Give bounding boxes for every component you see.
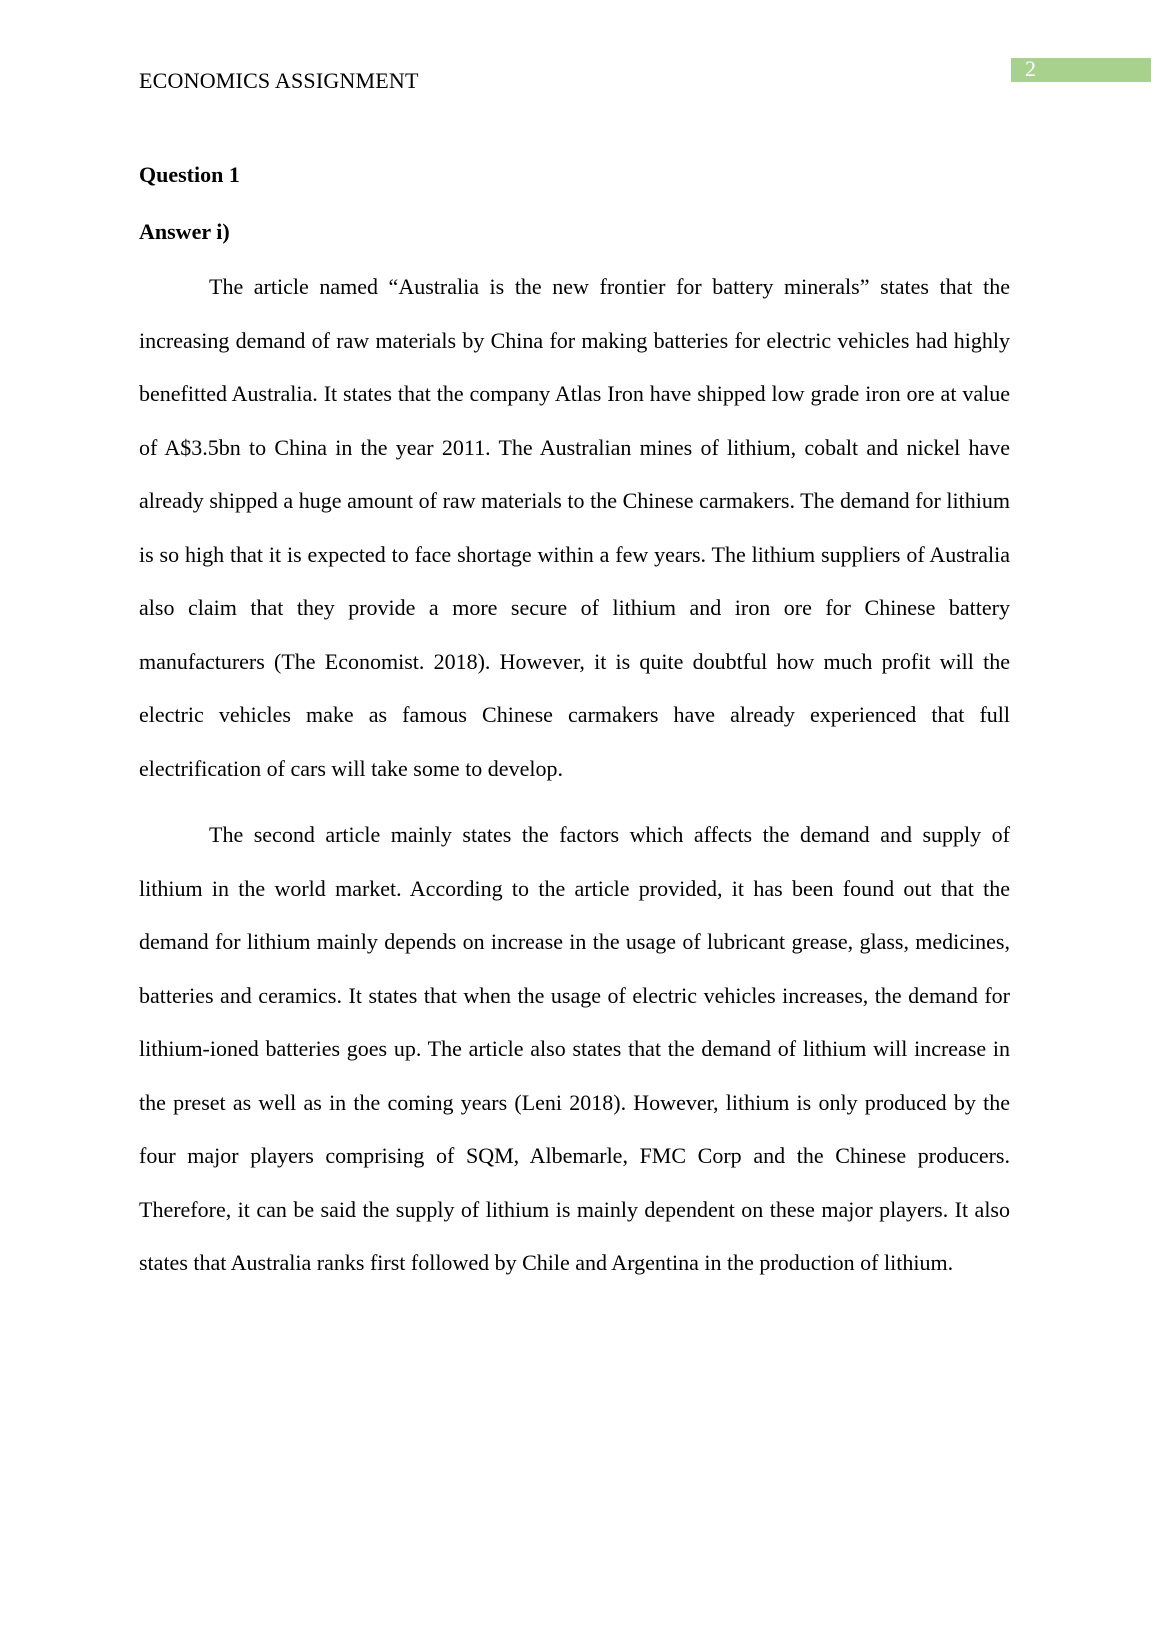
running-header-title: ECONOMICS ASSIGNMENT xyxy=(139,68,419,93)
page-number-badge xyxy=(1011,58,1151,82)
page-number: 2 xyxy=(1025,56,1036,81)
body-paragraph-1: The article named “Australia is the new frontier for battery minerals” states that the increasing demand of raw materials by China for making batteries for electric vehicles had highly benefitted Australia. It states that the company Atlas Iron have shipped low grade iron ore at value of A$3.5bn to China in the year 2011. The Australian mines of lithium, cobalt and nickel have already shipped a huge amount of raw materials to the Chinese carmakers. The demand for lithium is so high that it is expected to face shortage within a few years. The lithium suppliers of Australia also claim that they provide a more secure of lithium and iron ore for Chinese battery manufacturers (The Economist. 2018). However, it is quite doubtful how much profit will the electric vehicles make as famous Chinese carmakers have already experienced that full electrification of cars will take some to develop. xyxy=(139,274,1010,781)
question-heading: Question 1 xyxy=(139,162,240,187)
answer-heading: Answer i) xyxy=(139,219,230,244)
body-paragraph-2: The second article mainly states the factors which affects the demand and supply of lithium in the world market. According to the article provided, it has been found out that the demand for lithium mainly depends on increase in the usage of lubricant grease, glass, medicines, batteries and ceramics. It states that when the usage of electric vehicles increases, the demand for lithium-ioned batteries goes up. The article also states that the demand of lithium will increase in the preset as well as in the coming years (Leni 2018). However, lithium is only produced by the four major players comprising of SQM, Albemarle, FMC Corp and the Chinese producers. Therefore, it can be said the supply of lithium is mainly dependent on these major players. It also states that Australia ranks first followed by Chile and Argentina in the production of lithium. xyxy=(139,822,1010,1275)
